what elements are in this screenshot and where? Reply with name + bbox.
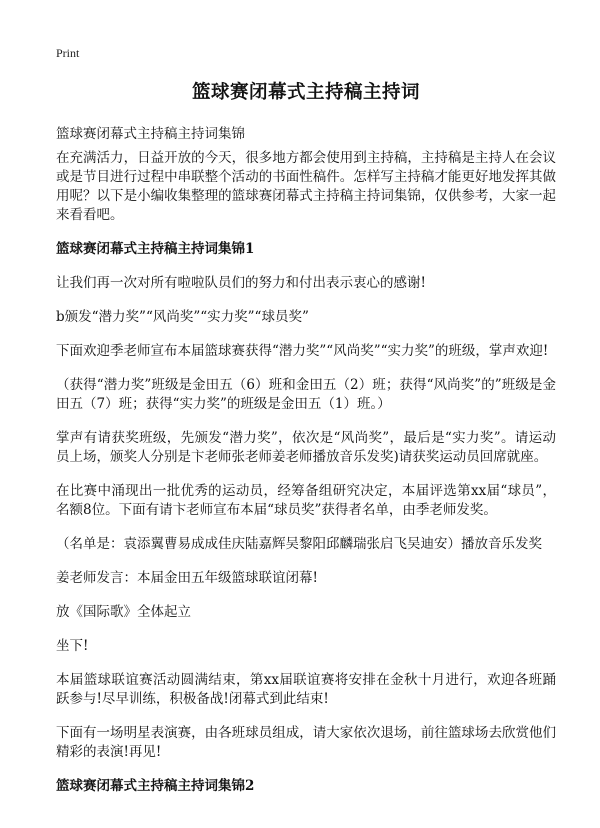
body-paragraph: 让我们再一次对所有啦啦队员们的努力和付出表示衷心的感谢!: [56, 275, 426, 291]
body-paragraph: 姜老师发言：本届金田五年级篮球联谊闭幕!: [56, 570, 318, 586]
section-heading-2: 篮球赛闭幕式主持稿主持词集锦2: [56, 778, 255, 794]
print-link[interactable]: Print: [56, 46, 80, 60]
body-paragraph: 本届篮球联谊赛活动圆满结束，第xx届联谊赛将安排在金秋十月进行，欢迎各班踊跃参与!尽早训练，积极备战!闭幕式到此结束!: [56, 672, 556, 707]
page-title: 篮球赛闭幕式主持稿主持词: [191, 82, 420, 103]
body-paragraph: 坐下!: [56, 638, 89, 654]
section-heading-1: 篮球赛闭幕式主持稿主持词集锦1: [56, 241, 255, 257]
body-paragraph: （名单是：袁添翼曹易成成佳庆陆嘉辉吴黎阳邱麟瑞张启飞吴迪安）播放音乐发奖: [56, 536, 542, 552]
intro-paragraph: 在充满活力，日益开放的今天，很多地方都会使用到主持稿，主持稿是主持人在会议或是节目进行过程中串联整个活动的书面性稿件。怎样写主持稿才能更好地发挥其做用呢？以下是小编收集整理的篮球赛闭幕式主持稿主持词集锦，仅供参考，大家一起来看看吧。: [56, 150, 556, 223]
body-paragraph: 下面有一场明星表演赛，由各班球员组成，请大家依次退场，前往篮球场去欣赏他们精彩的表演!再见!: [56, 725, 556, 760]
body-paragraph: （获得“潜力奖”班级是金田五（6）班和金田五（2）班；获得“风尚奖”的”班级是金田五（7）班；获得“实力奖”的班级是金田五（1）班。）: [56, 377, 556, 412]
body-paragraph: 在比赛中涌现出一批优秀的运动员，经筹备组研究决定，本届评选第xx届“球员”，名额8位。下面有请卞老师宣布本届“球员奖”获得者名单，由季老师发奖。: [56, 483, 556, 518]
body-paragraph: 下面欢迎季老师宣布本届篮球赛获得“潜力奖”“风尚奖”“实力奖”的班级，掌声欢迎!: [56, 343, 549, 359]
body-paragraph: 放《国际歌》全体起立: [56, 604, 191, 620]
body-paragraph: 掌声有请获奖班级，先颁发“潜力奖”，依次是“风尚奖”，最后是“实力奖”。请运动员上场，颁奖人分别是卞老师张老师姜老师播放音乐发奖)请获奖运动员回席就座。: [56, 430, 556, 465]
document-subtitle: 篮球赛闭幕式主持稿主持词集锦: [56, 126, 245, 142]
body-paragraph: b颁发“潜力奖”“风尚奖”“实力奖”“球员奖”: [56, 309, 309, 325]
document-body: [56, 149, 556, 811]
